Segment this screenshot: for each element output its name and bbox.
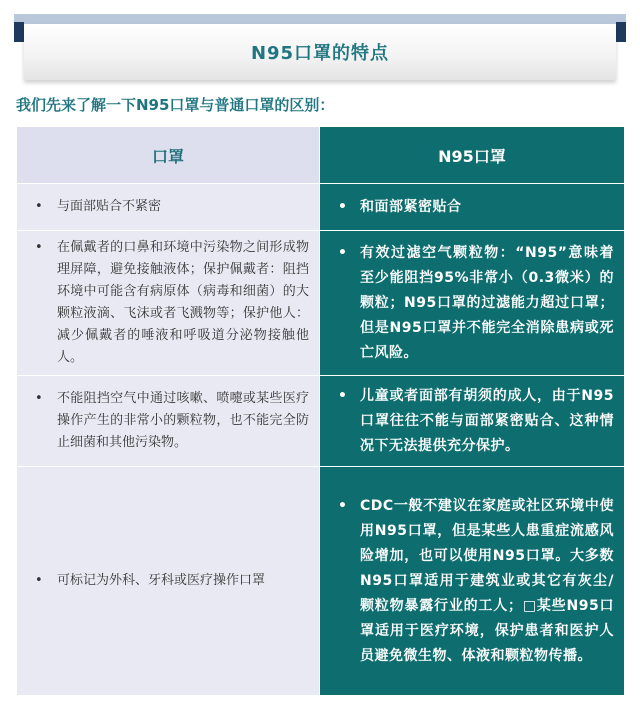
table-row [17,376,625,467]
bullet-icon: • [338,497,348,514]
cell-mask [17,231,320,376]
cell-n95 [320,184,625,231]
cell-n95 [320,467,625,696]
comparison-table [16,126,625,696]
left-corner-accent [14,22,24,42]
title-card [24,24,616,80]
bullet-icon: • [338,387,348,404]
bullet-icon: • [35,391,43,406]
intro-text: 我们先来了解一下N95口罩与普通口罩的区别： [16,96,335,114]
cell-text: 与面部贴合不紧密 [57,199,162,214]
page-title: N95口罩的特点 [250,43,390,64]
bullet-icon: • [35,573,43,588]
bullet-icon: • [338,198,348,215]
table-row [17,467,625,696]
table-row [17,184,625,231]
bullet-icon: • [338,244,348,261]
top-accent-bar [14,14,626,24]
cell-text: 不能阻挡空气中通过咳嗽、喷嚏或某些医疗操作产生的非常小的颗粒物，也不能完全防止细菌和其他污染物。 [57,391,309,450]
cell-text: 在佩戴者的口鼻和环境中污染物之间形成物理屏障，避免接触液体；保护佩戴者：阻挡环境中可能含有病原体（病毒和细菌）的大颗粒液滴、飞沫或者飞溅物等；保护他人：减少佩戴者的唾液和呼吸道分泌物接触他人。 [57,240,309,365]
cell-mask [17,184,320,231]
cell-n95 [320,231,625,376]
cell-n95 [320,376,625,467]
header-mask: 口罩 [17,127,320,184]
bullet-icon: • [35,240,43,255]
table-header-row [17,127,625,184]
header-n95: N95口罩 [320,127,625,184]
bullet-icon: • [35,199,43,214]
cell-text: 和面部紧密贴合 [360,198,462,215]
cell-mask [17,467,320,696]
table-row [17,231,625,376]
right-corner-accent [616,22,626,42]
cell-mask [17,376,320,467]
cell-text: 可标记为外科、牙科或医疗操作口罩 [57,573,266,588]
cell-text: CDC一般不建议在家庭或社区环境中使用N95口罩，但是某些人患重症流感风险增加，也可以使用N95口罩。大多数N95口罩适用于建筑业或其它有灰尘/颗粒物暴露行业的工人；□某些N95口罩适用于医疗环境，保护患者和医护人员避免微生物、体液和颗粒物传播。 [360,497,614,664]
cell-text: 儿童或者面部有胡须的成人，由于N95口罩往往不能与面部紧密贴合、这种情况下无法提供充分保护。 [360,387,614,454]
cell-text: 有效过滤空气颗粒物：“N95”意味着至少能阻挡95%非常小（0.3微米）的颗粒；N95口罩的过滤能力超过口罩；但是N95口罩并不能完全消除患病或死亡风险。 [360,244,614,361]
